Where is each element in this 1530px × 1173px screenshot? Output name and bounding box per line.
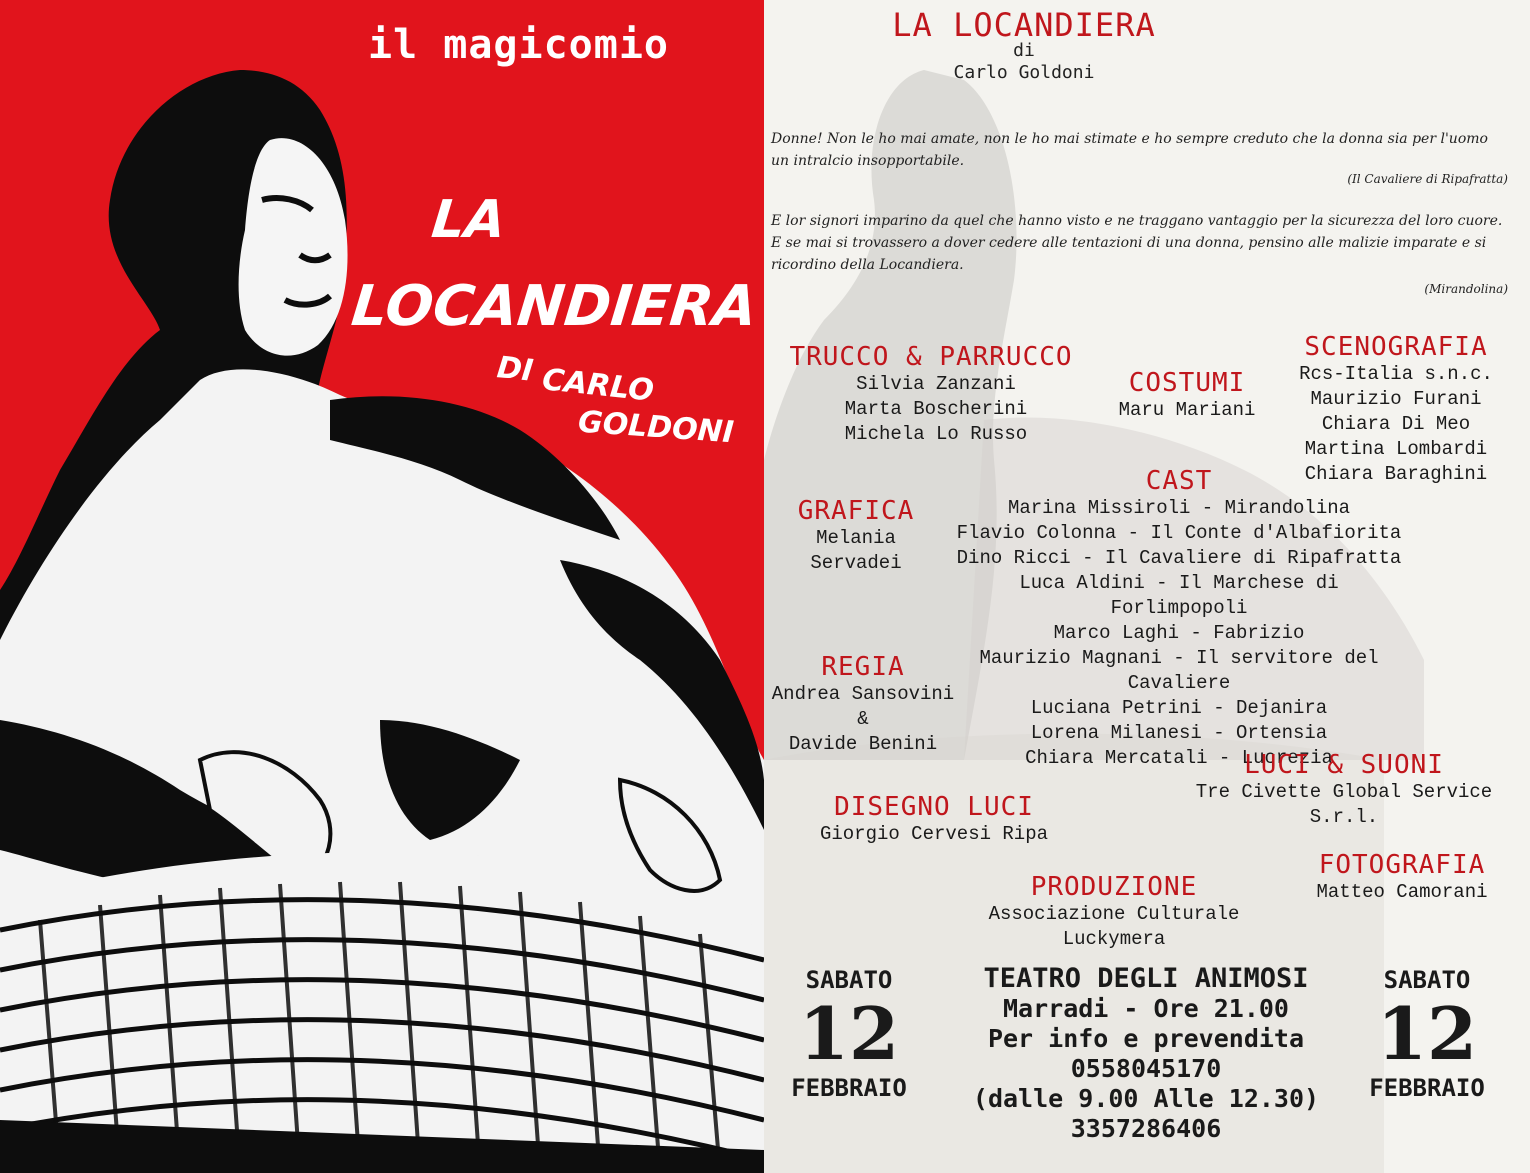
venue-phone-2: 3357286406	[1070, 1114, 1222, 1143]
play-author: Carlo Goldoni	[953, 62, 1095, 83]
quote-2: E lor signori imparino da quel che hanno visto e ne traggano vantaggio per la sicurezza del loro cuore. E se mai si trovassero a dover cedere alle tentazioni di una donna, pensino alle malizie imparate e si ricordino della Locandiera.	[771, 213, 1503, 273]
credit-disegno-luci	[804, 792, 1064, 847]
credit-heading: TRUCCO & PARRUCCO	[789, 342, 1073, 372]
cast-member: Luciana Petrini - Dejanira	[1030, 697, 1328, 719]
woman-with-basket-illustration	[0, 0, 764, 1173]
quote-1: Donne! Non le ho mai amate, non le ho mai stimate e ho sempre creduto che la donna sia per l'uomo un intralcio insopportabile.	[771, 131, 1488, 169]
venue-info	[926, 964, 1366, 1144]
credit-name: Rcs-Italia s.n.c.	[1299, 363, 1493, 385]
credit-heading: PRODUZIONE	[1030, 872, 1198, 902]
credit-name: Davide Benini	[788, 733, 938, 755]
credit-name: Michela Lo Russo	[844, 423, 1028, 445]
date-right	[1352, 966, 1502, 1102]
credit-heading: CAST	[1145, 466, 1213, 496]
poster-author-first: CARLO	[540, 362, 656, 409]
credit-name: Martina Lombardi	[1304, 438, 1488, 460]
credit-fotografia	[1292, 850, 1512, 905]
date-day-name: SABATO	[805, 966, 893, 994]
cast-member: Luca Aldini - Il Marchese di Forlimpopoli	[1019, 572, 1339, 619]
cast-member: Marina Missiroli - Mirandolina	[1007, 497, 1351, 519]
credit-name: Tre Civette Global Service S.r.l.	[1195, 781, 1493, 828]
poster-title-line2: LOCANDIERA	[348, 274, 761, 339]
cast-member: Chiara Mercatali - Lucrezia	[1025, 747, 1333, 769]
date-day-number: 12	[1376, 991, 1478, 1076]
credit-name: Melania Servadei	[810, 527, 902, 574]
credit-scenografia	[1276, 332, 1516, 487]
credit-heading: COSTUMI	[1128, 368, 1246, 398]
cast-member: Lorena Milanesi - Ortensia	[1030, 722, 1328, 744]
poster-by: DI	[495, 350, 535, 389]
play-by: di	[1013, 40, 1035, 61]
quote-1-attribution: (Il Cavaliere di Ripafratta)	[1347, 172, 1508, 186]
credit-regia	[768, 652, 958, 757]
credit-name: Associazione Culturale Luckymera	[988, 903, 1240, 950]
quote-2-attribution: (Mirandolina)	[1424, 282, 1508, 296]
date-month: FEBBRAIO	[791, 1074, 907, 1102]
credit-name: Chiara Di Meo	[1321, 413, 1471, 435]
credit-trucco	[766, 342, 1096, 447]
poster-author-last: GOLDONI	[576, 404, 735, 451]
date-month: FEBBRAIO	[1369, 1074, 1485, 1102]
credit-produzione	[944, 872, 1284, 952]
cast-member: Flavio Colonna - Il Conte d'Albafiorita	[956, 522, 1402, 544]
venue-info-label: Per info e prevendita	[987, 1024, 1305, 1053]
company-name: il magicomio	[368, 22, 669, 68]
credit-name: Maru Mariani	[1118, 399, 1256, 421]
poster-title-line1: LA	[428, 190, 509, 250]
poster-panel	[0, 0, 764, 1173]
cast-member: Marco Laghi - Fabrizio	[1053, 622, 1305, 644]
credit-luci-suoni	[1184, 750, 1504, 830]
date-day-name: SABATO	[1383, 966, 1471, 994]
credit-heading: GRAFICA	[797, 496, 915, 526]
credit-name: Matteo Camorani	[1316, 881, 1488, 903]
info-panel	[764, 0, 1530, 1173]
cast-member: Maurizio Magnani - Il servitore del Cavaliere	[979, 647, 1379, 694]
credit-name: Marta Boscherini	[844, 398, 1028, 420]
credit-name: Giorgio Cervesi Ripa	[819, 823, 1049, 845]
credit-name: Maurizio Furani	[1310, 388, 1482, 410]
venue-phone-1: 0558045170	[1070, 1054, 1222, 1083]
date-left	[774, 966, 924, 1102]
credit-heading: REGIA	[821, 652, 905, 682]
date-day-number: 12	[798, 991, 900, 1076]
play-title: LA LOCANDIERA	[892, 6, 1156, 44]
venue-hours: (dalle 9.00 Alle 12.30)	[972, 1084, 1320, 1113]
credit-costumi	[1114, 368, 1260, 423]
credit-name: Andrea Sansovini	[771, 683, 955, 705]
venue-name: TEATRO DEGLI ANIMOSI	[983, 963, 1309, 994]
credit-heading: FOTOGRAFIA	[1318, 850, 1486, 880]
credit-name: Chiara Baraghini	[1304, 463, 1488, 485]
venue-place-time: Marradi - Ore 21.00	[1003, 994, 1289, 1023]
credit-name: &	[857, 708, 869, 730]
credit-heading: LUCI & SUONI	[1244, 750, 1444, 780]
credit-grafica	[766, 496, 946, 576]
cast-member: Dino Ricci - Il Cavaliere di Ripafratta	[956, 547, 1402, 569]
credit-cast	[954, 466, 1404, 771]
credit-name: Silvia Zanzani	[856, 373, 1016, 395]
credit-heading: DISEGNO LUCI	[834, 792, 1034, 822]
credit-heading: SCENOGRAFIA	[1304, 332, 1488, 362]
